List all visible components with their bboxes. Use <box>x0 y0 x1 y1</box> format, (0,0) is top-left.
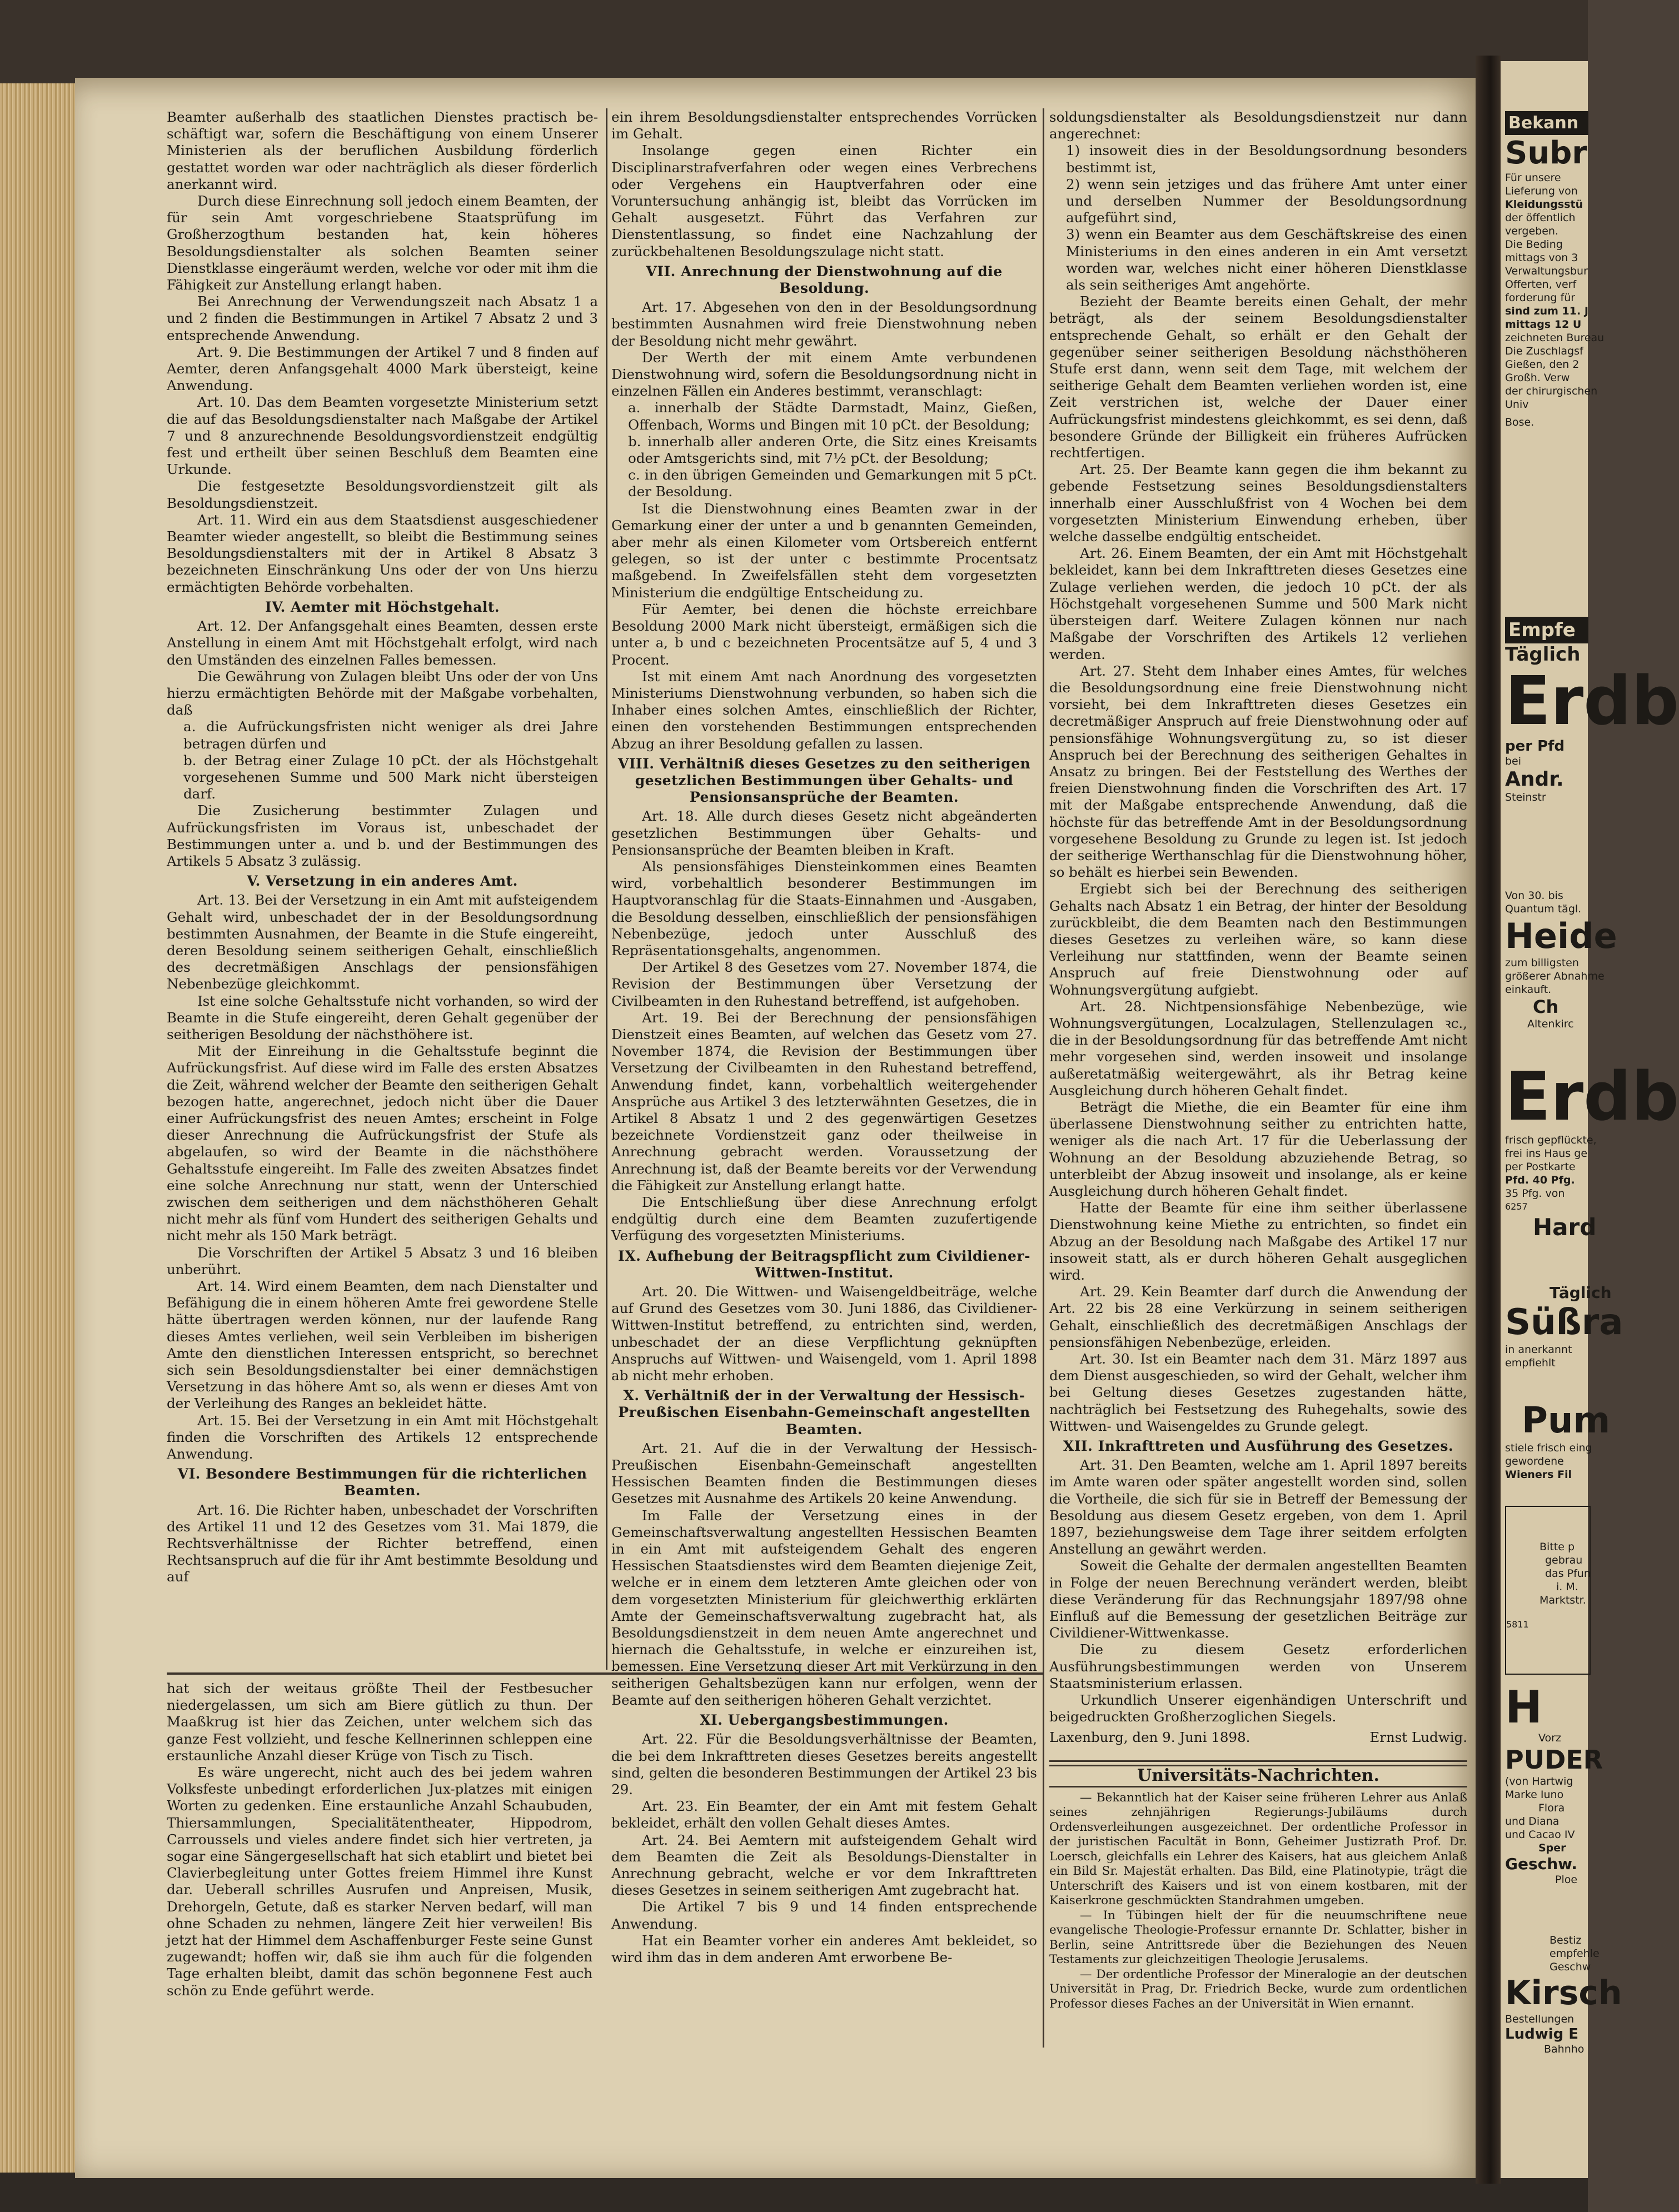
advert-line: Ploe <box>1555 1874 1578 1886</box>
paragraph: Art. 14. Wird einem Beamten, dem nach Dienstalter und Befähigung die in einem höheren Amte frei gewordene Stelle hätte übertragen werden können, nur der laufende Rang dieses Amtes verliehen, weil sein Verbleiben im bisherigen Amte den dienstlichen Interessen entspricht, so berechnet sich sein Besoldungsdienstalter bei einer demnächstigen Versetzung in das höhere Amt so, als wenn er dieses Amt von der Verleihung des Ranges an bekleidet hätte. <box>167 1278 598 1412</box>
paragraph: Im Falle der Versetzung eines in der Gemeinschaftsverwaltung angestellten Hessischen Beamten in ein Amt mit aufsteigendem Gehalt des engeren Hessischen Staatsdienstes wird dem Beamten diejenige Zeit, welche er in einem dem letzteren Amte gleichen oder von dem vorgesetzten Ministerium für gleichwerthig erklärten Amte der Gemeinschaftsverwaltung zugebracht hat, als Besoldungsdienstzeit in dem neuen Amte angerechnet und hiernach die Gehaltsstufe, in welche er einzureihen ist, bemessen. Eine Versetzung dieser Art mit Verkürzung in den seitherigen Gehaltsbezügen kann nur erfolgen, wenn der Beamte auf den seitherigen höheren Gehalt verzichtet. <box>611 1507 1037 1708</box>
advert-line: Gießen, den 2 <box>1505 358 1580 371</box>
paragraph: Durch diese Einrechnung soll jedoch einem Beamten, der für sein Amt vorgeschriebene Staatsprüfung im Großherzogthum bestanden hat, kein höheres Besoldungsdienstalter als solchen Beamten seiner Dienstklasse eingeräumt werden, welche vor oder mit ihm die Fähigkeit zur Anstellung erlangt haben. <box>167 193 598 293</box>
news-item: — In Tübingen hielt der für die neuumschriftene neue evangelische Theologie-Professur ernannte Dr. Schlatter, bisher in Berlin, seine Antrittsrede über die Beziehungen des Neuen Testaments zur gleichzeitigen Theologie Jerusalems. <box>1049 1908 1467 1966</box>
advert-line: Univ <box>1505 398 1529 411</box>
advert-line: mittags 12 U <box>1505 318 1582 331</box>
advert-line: größerer Abnahme <box>1505 970 1605 982</box>
paragraph: Art. 18. Alle durch dieses Gesetz nicht abgeänderten gesetzlichen Bestimmungen über Gehalts- und Pensionsansprüche der Beamten bleiben in Kraft. <box>611 808 1037 858</box>
advert-line: (von Hartwig <box>1505 1775 1573 1787</box>
list-item: 2) wenn sein jetziges und das frühere Amt unter einer und derselben Nummer der Besoldungsordnung aufgeführt sind, <box>1066 176 1467 226</box>
advert-line: empfiehlt <box>1505 1357 1556 1369</box>
advert-boxed <box>1505 1506 1591 1675</box>
advert-heading: Vorz <box>1538 1732 1561 1744</box>
paragraph: Hatte der Beamte für eine ihm seither überlassene Dienstwohnung keine Miethe zu entrichten, so findet ein Abzug an der Besoldung nach Maßgabe des Artikel 17 nur insoweit statt, als er durch höheren Gehalt ausgeglichen wird. <box>1049 1200 1467 1284</box>
advert-line: Pfd. 40 Pfg. <box>1505 1174 1575 1186</box>
advert-line: Offerten, verf <box>1505 278 1577 291</box>
paragraph: Art. 25. Der Beamte kann gegen die ihm bekannt zu gebende Festsetzung seines Besoldungsdienstalters innerhalb einer Ausschlußfrist von 4 Wochen bei dem vorgesetzten Ministerium Einwendung erheben, über welche dasselbe endgültig entscheidet. <box>1049 461 1467 545</box>
news-item: — Bekanntlich hat der Kaiser seine früheren Lehrer aus Anlaß seines zehnjährigen Regierungs-Jubiläums durch Ordensverleihungen ausgezeichnet. Der ordentliche Professor in der juristischen Facultät in Bonn, Geheimer Justizrath Prof. Dr. Loersch, gleichfalls ein Lehrer des Kaisers, hat aus gleichem Anlaß ein Bild Sr. Majestät erhalten. Das Bild, eine Platinotypie, trägt die Unterschrift des Kaisers und ist von einem kostbaren, mit der Kaiserkrone geschmückten Standrahmen umgeben. <box>1049 1790 1467 1908</box>
advert-title: Pum <box>1522 1400 1611 1441</box>
paragraph: Für Aemter, bei denen die höchste erreichbare Besoldung 2000 Mark nicht übersteigt, ermäßigen sich die unter a, b und c bezeichneten Procentsätze auf 5, 4 und 3 Procent. <box>611 601 1037 668</box>
list-item: a. die Aufrückungsfristen nicht weniger als drei Jahre betragen dürfen und <box>183 718 598 752</box>
paragraph: Art. 11. Wird ein aus dem Staatsdienst ausgeschiedener Beamter wieder angestellt, so bleibt die Bestimmung seines Besoldungsdienstalters mit der in Artikel 8 Absatz 3 bezeichneten Einschränkung Uns oder der von Uns hierzu ermächtigten Behörde vorbehalten. <box>167 511 598 595</box>
advert-sweets <box>1505 1284 1623 1370</box>
advert-powder <box>1505 1681 1603 1886</box>
paragraph: Art. 30. Ist ein Beamter nach dem 31. März 1897 aus dem Dienst ausgeschieden, so wird der Gehalt, welcher ihm bei Geltung dieses Gesetzes zugestanden hätte, nachträglich bei Festsetzung des Ruhegehalts, sowie des Wittwen- und Waisengeldes zu Grunde gelegt. <box>1049 1351 1467 1434</box>
paragraph: Art. 16. Die Richter haben, unbeschadet der Vorschriften des Artikel 11 und 12 des Gesetzes vom 31. Mai 1879, die Rechtsverhältnisse der Richter betreffend, einen Rechtsanspruch auf die für ihr Amt bestimmte Besoldung und auf <box>167 1501 598 1585</box>
advert-line: und Cacao IV <box>1505 1829 1575 1841</box>
paragraph: Bei Anrechnung der Verwendungszeit nach Absatz 1 a und 2 finden die Bestimmungen in Artikel 7 Absatz 2 und 3 entsprechende Anwendung. <box>167 293 598 343</box>
middle-column <box>611 109 1037 2043</box>
advert-line: in anerkannt <box>1505 1344 1572 1356</box>
advert-line: Von 30. bis <box>1505 890 1563 902</box>
paragraph: Art. 21. Auf die in der Verwaltung der Hessisch-Preußischen Eisenbahn-Gemeinschaft angestellten Hessischen Beamten finden die Bestimmungen dieses Gesetzes mit Ausnahme des Artikels 20 keine Anwendung. <box>611 1440 1037 1507</box>
book-spine-dark <box>0 0 1588 83</box>
university-news <box>1049 1765 1467 2043</box>
advert-line: per Pfd <box>1505 738 1565 755</box>
news-item: — Der ordentliche Professor der Mineralogie an der deutschen Universität in Prag, Dr. Friedrich Becke, wurde zum ordentlichen Professor dieses Faches an der Universität in Wien ernannt. <box>1049 1967 1467 2011</box>
paragraph: Art. 26. Einem Beamten, der ein Amt mit Höchstgehalt bekleidet, kann bei dem Inkrafttreten dieses Gesetzes eine Zulage verliehen werden, die jedoch 10 pCt. der als Höchstgehalt vorgesehenen Summe und 500 Mark nicht übersteigen darf. Weitere Zulagen können nur nach Maßgabe der Vorschriften des Artikels 12 verliehen werden. <box>1049 545 1467 662</box>
paragraph: Es wäre ungerecht, nicht auch des bei jedem wahren Volksfeste unbedingt erforderlichen Jux-platzes mit einigen Worten zu gedenken. Eine erstaunliche Anzahl Schaubuden, Thiersammlungen, Specialitätentheater, Hippodrom, Carroussels und vieles andere findet sich hier vertreten, ja sogar eine Sängergesellschaft hat sich etablirt und bietet bei Clavierbegleitung unter Gottes freiem Himmel ihre Kunst dar. Ueberall schrilles Ausrufen und Anpreisen, Musik, Drehorgeln, Getute, daß es starker Nerven bedarf, will man ohne Schaden zu nehmen, längere Zeit hier verweilen! Bis jetzt hat der Himmel dem Aschaffenburger Feste seine Gunst zugewandt; hoffen wir, daß sie ihm auch für die folgenden Tage erhalten bleibt, damit das schön begonnene Fest auch schön zu Ende geführt werde. <box>167 1764 592 1999</box>
paragraph: Art. 28. Nichtpensionsfähige Nebenbezüge, wie Wohnungsvergütungen, Localzulagen, Stellenzulagen ꝛc., die in der Besoldungsordnung für das betreffende Amt nicht mehr vorgesehen sind, werden insoweit und insolange außeretatmäßig weitergewährt, als ihr Betrag keine Ausgleichung durch höheren Gehalt findet. <box>1049 998 1467 1098</box>
advert-line: Geschw <box>1550 1961 1591 1973</box>
advert-line: Altenkirc <box>1527 1018 1574 1030</box>
advert-title: Erdb <box>1505 1058 1679 1136</box>
paragraph: Art. 27. Steht dem Inhaber eines Amtes, für welches die Besoldungsordnung eine freie Dienstwohnung nicht vorsieht, bei dem Inkrafttreten dieses Gesetzes ein decretmäßiger Anspruch auf freie Dienstwohnung oder auf pensionsfähige Wohnungsvergütung zu, so ist dieser Anspruch bei der Berechnung des seitherigen Gehaltes in Ansatz zu bringen. Bei der Feststellung des Werthes der freien Dienstwohnung finden die Vorschriften des Art. 17 mit der Maßgabe entsprechende Anwendung, daß die höchste für das betreffende Amt in der Besoldungsordnung vorgesehene Besoldung zu Grunde zu legen ist. Ist jedoch der seitherige Werthanschlag für die Dienstwohnung höher, so behält es hierbei sein Bewenden. <box>1049 662 1467 881</box>
advert-cherries <box>1505 1934 1622 2056</box>
paragraph: Art. 10. Das dem Beamten vorgesetzte Ministerium setzt die auf das Besoldungsdienstalter nach Maßgabe der Artikel 7 und 8 anzurechnende Besoldungsvordienstzeit endgültig fest und ertheilt über seinen Beschluß dem Beamten eine Urkunde. <box>167 394 598 478</box>
advert-strawberries <box>1505 617 1679 804</box>
advert-title: Erdb <box>1505 663 1679 740</box>
advert-line: das Pfun <box>1545 1567 1591 1580</box>
advert-number: 5811 <box>1506 1619 1529 1630</box>
paragraph: Soweit die Gehalte der dermalen angestellten Beamten in Folge der neuen Berechnung verändert werden, bleibt diese Veränderung für das Rechnungsjahr 1897/98 ohne Einfluß auf die Bemessung der gesetzlichen Beiträge zur Civildiener-Wittwenkasse. <box>1049 1557 1467 1641</box>
paragraph: Die zu diesem Gesetz erforderlichen Ausführungsbestimmungen werden von Unserem Staatsministerium erlassen. <box>1049 1641 1467 1691</box>
advert-line: Die Beding <box>1505 238 1563 251</box>
paragraph: soldungsdienstalter als Besoldungsdienstzeit nur dann angerechnet: <box>1049 109 1467 142</box>
advert-line: Kleidungsstü <box>1505 198 1583 211</box>
section-heading-viii: VIII. Verhältniß dieses Gesetzes zu den seitherigen gesetzlichen Bestimmungen über Gehalts- und Pensionsansprüche der Beamten. <box>617 755 1031 806</box>
paragraph: Ergiebt sich bei der Berechnung des seitherigen Gehalts nach Absatz 1 ein Betrag, der hinter der Besoldung zurückbleibt, die dem Beamten nach den Bestimmungen dieses Gesetzes zu verleihen wäre, so kann diese Verleihung nur stattfinden, wenn der Beamte seinen Anspruch auf freie Dienstwohnung oder auf Wohnungsvergütung aufgiebt. <box>1049 881 1467 998</box>
advert-line: der chirurgischen <box>1505 385 1598 397</box>
paragraph: Art. 17. Abgesehen von den in der Besoldungsordnung bestimmten Ausnahmen wird freie Dienstwohnung neben der Besoldung nicht mehr gewährt. <box>611 299 1037 349</box>
advert-line: und Diana <box>1505 1815 1560 1827</box>
paragraph: Art. 22. Für die Besoldungsverhältnisse der Beamten, die bei dem Inkrafttreten dieses Gesetzes bereits angestellt sind, gelten die besonderen Bestimmungen der Artikel 23 bis 29. <box>611 1731 1037 1797</box>
advert-line: stiele frisch eing <box>1505 1442 1592 1454</box>
advert-line: Quantum tägl. <box>1505 903 1582 915</box>
paragraph: Der Artikel 8 des Gesetzes vom 27. November 1874, die Revision der Bestimmungen über Versetzung der Civilbeamten in den Ruhestand betreffend, ist aufgehoben. <box>611 959 1037 1009</box>
column-rule-2 <box>1043 108 1044 2048</box>
advert-line: gebrau <box>1545 1554 1583 1566</box>
column-rule-1 <box>606 108 607 1670</box>
section-heading-v: V. Versetzung in ein anderes Amt. <box>247 873 518 890</box>
paragraph: Art. 29. Kein Beamter darf durch die Anwendung der Art. 22 bis 28 eine Verkürzung in seinem seitherigen Gehalt, einschließlich des decretmäßigen Anschlags der pensionsfähigen Nebenbezüge, erleiden. <box>1049 1284 1467 1350</box>
advert-line: der öffentlich <box>1505 212 1576 224</box>
signature-line <box>1049 1729 1467 1746</box>
advert-title: Heide <box>1505 916 1617 956</box>
list-item: b. innerhalb aller anderen Orte, die Sitz eines Kreisamts oder Amtsgerichts sind, mit 7½ pCt. der Besoldung; <box>628 433 1037 467</box>
advert-number: 6257 <box>1505 1201 1528 1212</box>
paragraph: Art. 15. Bei der Versetzung in ein Amt mit Höchstgehalt finden die Vorschriften des Artikels 12 entsprechende Anwendung. <box>167 1412 598 1462</box>
paragraph: Art. 23. Ein Beamter, der ein Amt mit festem Gehalt bekleidet, erhält den vollen Gehalt dieses Amtes. <box>611 1798 1037 1831</box>
section-heading-x: X. Verhältniß der in der Verwaltung der Hessisch-Preußischen Eisenbahn-Gemeinschaft angestellten Beamten. <box>618 1387 1030 1437</box>
paragraph: Art. 19. Bei der Berechnung der pensionsfähigen Dienstzeit eines Beamten, auf welchen das Gesetz vom 27. November 1874, die Revision der Bestimmungen über Versetzung der Civilbeamten in den Ruhestand betreffend, Anwendung findet, kann, vorbehaltlich weitergehender Ansprüche aus Artikel 3 des letzterwähnten Gesetzes, die in Artikel 8 Absatz 1 und 2 des gegenwärtigen Gesetzes bezeichnete Vordienstzeit ganz oder theilweise in Anrechnung gebracht werden. Voraussetzung der Anrechnung ist, daß der Beamte bereits vor der Verwendung die Fähigkeit zur Anstellung erlangt hatte. <box>611 1009 1037 1194</box>
paragraph: Insolange gegen einen Richter ein Disciplinarstrafverfahren oder wegen eines Verbrechens oder Vergehens ein Hauptverfahren oder eine Voruntersuchung anhängig ist, bleibt das Vorrücken im Gehalt ausgesetzt. Führt das Verfahren zur Dienstentlassung, so findet eine Nachzahlung der zurückbehaltenen Besoldungszulage nicht statt. <box>611 142 1037 259</box>
advert-title: Subr <box>1505 135 1587 171</box>
section-heading-vii: VII. Anrechnung der Dienstwohnung auf die Besoldung. <box>646 263 1003 297</box>
paragraph: ein ihrem Besoldungsdienstalter entsprechendes Vorrücken im Gehalt. <box>611 109 1037 142</box>
advert-title: Süßra <box>1505 1302 1623 1343</box>
paragraph: Art. 12. Der Anfangsgehalt eines Beamten, dessen erste Anstellung in einem Amt mit Höchstgehalt erfolgt, wird nach den Umständen des einzelnen Falles bemessen. <box>167 618 598 668</box>
paragraph: Die Artikel 7 bis 9 und 14 finden entsprechende Anwendung. <box>611 1899 1037 1932</box>
advert-line: Marktstr. <box>1540 1594 1586 1606</box>
paragraph: Der Werth der mit einem Amte verbundenen Dienstwohnung wird, sofern die Besoldungsordnung nicht in einzelnen Fällen ein Anderes bestimmt, veranschlagt: <box>611 349 1037 400</box>
paragraph: Hat ein Beamter vorher ein anderes Amt bekleidet, so wird ihm das in dem anderen Amt erworbene Be- <box>611 1932 1037 1965</box>
advert-line: Geschw. <box>1505 1855 1577 1873</box>
section-heading-iv: IV. Aemter mit Höchstgehalt. <box>265 598 500 615</box>
advert-heading: Täglich <box>1550 1284 1612 1302</box>
paragraph: Art. 13. Bei der Versetzung in ein Amt mit aufsteigendem Gehalt wird, unbeschadet der in der Besoldungsordnung bestimmten Ausnahmen, der Beamte in die Stufe eingereiht, deren Besoldung seinem seitherigen Gehalt, einschließlich des decretmäßigen Anschlags der pensionsfähigen Nebenbezüge gleichkommt. <box>167 892 598 992</box>
list-item: c. in den übrigen Gemeinden und Gemarkungen mit 5 pCt. der Besoldung. <box>628 467 1037 500</box>
paragraph: Urkundlich Unserer eigenhändigen Unterschrift und beigedruckten Großherzoglichen Siegels. <box>1049 1692 1467 1725</box>
advert-line: zum billigsten <box>1505 957 1579 969</box>
advert-line: gewordene <box>1505 1455 1564 1467</box>
paragraph: hat sich der weitaus größte Theil der Festbesucher niedergelassen, um sich am Biere gütlich zu thun. Der Maaßkrug ist hier das Zeichen, unter welchem sich das ganze Fest vollzieht, und fesche Kellnerinnen schleppen eine erstaunliche Anzahl dieser Krüge von Tisch zu Tisch. <box>167 1680 592 1764</box>
advert-line: Die Zuschlagsf <box>1505 345 1583 357</box>
book-bottom-edge <box>0 2173 1588 2212</box>
paragraph: Ist die Dienstwohnung eines Beamten zwar in der Gemarkung einer der unter a und b genannten Gemeinden, aber mehr als einen Kilometer vom Ortsbereich entfernt gelegen, so ist der unter c bestimmte Procentsatz maßgebend. In Zweifelsfällen steht dem vorgesetzten Ministerium die endgültige Entscheidung zu. <box>611 500 1037 601</box>
paragraph: Mit der Einreihung in die Gehaltsstufe beginnt die Aufrückungsfrist. Auf diese wird im Falle des ersten Absatzes die Zeit, während welcher der Beamte den seitherigen Gehalt bezogen hatte, angerechnet, jedoch nicht über die Dauer einer Aufrückungsfrist des neuen Amtes; erscheint in Folge dieser Anrechnung die Aufrückungsfrist der Stufe als abgelaufen, so wird der Beamte in die nächsthöhere Gehaltsstufe eingereiht. Im Falle des zweiten Absatzes findet eine solche Anrechnung nur statt, wenn der Unterschied zwischen dem seitherigen und dem nächsthöheren Gehalt nicht mehr als fünf vom Hundert des seitherigen Gehalts und nicht mehr als 150 Mark beträgt. <box>167 1043 598 1244</box>
list-item: a. innerhalb der Städte Darmstadt, Mainz, Gießen, Offenbach, Worms und Bingen mit 10 pCt. der Besoldung; <box>628 400 1037 433</box>
right-column <box>1049 109 1467 1754</box>
advert-heading: Bekann <box>1505 111 1588 135</box>
advert-line: Steinstr <box>1505 791 1546 803</box>
paragraph: Beträgt die Miethe, die ein Beamter für eine ihm überlassene Dienstwohnung seither zu entrichten hatte, weniger als die nach Art. 17 für die Ueberlassung der Wohnung an der Besoldung abzuziehende Betrag, so unterbleibt der Abzug insoweit und insolange, als er keine Ausgleichung durch höheren Gehalt findet. <box>1049 1098 1467 1199</box>
advert-line: empfehle <box>1550 1948 1600 1960</box>
lower-left-article <box>167 1680 592 2036</box>
advert-line: Täglich <box>1505 643 1581 666</box>
paragraph: Art. 20. Die Wittwen- und Waisengeldbeiträge, welche auf Grund des Gesetzes vom 30. Juni 1886, das Civildiener-Wittwen-Institut betreffend, zu entrichten sind, werden, unbeschadet der an diese Verpflichtung geknüpften Anspruchs auf Wittwen- und Waisengeld, vom 1. April 1898 ab nicht mehr erhoben. <box>611 1284 1037 1384</box>
advert-line: Großh. Verw <box>1505 372 1570 384</box>
advert-line: Für unsere <box>1505 172 1561 184</box>
book-gutter <box>1476 56 1501 2184</box>
paragraph: Die Entschließung über diese Anrechnung erfolgt endgültig durch eine dem Beamten zuzufertigende Verfügung des vorgesetzten Ministeriums. <box>611 1194 1037 1244</box>
paragraph: Art. 9. Die Bestimmungen der Artikel 7 und 8 finden auf Aemter, deren Anfangsgehalt 4000 Mark übersteigt, keine Anwendung. <box>167 343 598 394</box>
advert-line: Hard <box>1533 1214 1597 1241</box>
advert-line: Verwaltungsbur <box>1505 265 1588 277</box>
section-heading-vi: VI. Besondere Bestimmungen für die richterlichen Beamten. <box>177 1466 587 1499</box>
advert-line: vergeben. <box>1505 225 1558 237</box>
advert-line: sind zum 11. J <box>1505 305 1588 317</box>
paragraph: Beamter außerhalb des staatlichen Dienstes practisch be-schäftigt war, sofern die Beschäftigung von einem Unserer Ministerien als der beruflichen Ausbildung förderlich gestattet worden war oder nachträglich als dieser förderlich anerkannt wird. <box>167 109 598 192</box>
univ-rule <box>1049 1760 1467 1762</box>
section-heading-xii: XII. Inkrafttreten und Ausführung des Gesetzes. <box>1063 1438 1454 1455</box>
advert-line: Flora <box>1538 1802 1565 1814</box>
advert-line: i. M. <box>1556 1581 1578 1593</box>
advert-line: Bestellungen <box>1505 2013 1575 2025</box>
advert-line: forderung für <box>1505 292 1576 304</box>
university-news-title: Universitäts-Nachrichten. <box>1049 1765 1467 1787</box>
book-page-edges <box>0 83 77 2173</box>
left-column <box>167 109 598 1670</box>
advert-heading: Empfe <box>1505 617 1588 643</box>
advert-line: Wieners Fil <box>1505 1469 1572 1481</box>
paragraph: Die Zusicherung bestimmter Zulagen und Aufrückungsfristen im Voraus ist, unbeschadet der Bestimmungen unter a. und b. und der Bestimmungen des Artikels 5 Absatz 3 zulässig. <box>167 802 598 869</box>
advert-line: Ludwig E <box>1505 2026 1579 2043</box>
advert-heather <box>1505 889 1617 1031</box>
right-page-fragment <box>1501 61 1679 2178</box>
list-item: b. der Betrag einer Zulage 10 pCt. der als Höchstgehalt vorgesehenen Summe und 500 Mark nicht übersteigen darf. <box>183 752 598 802</box>
list-item: 1) insoweit dies in der Besoldungsordnung besonders bestimmt ist, <box>1066 142 1467 176</box>
advert-line: Bitte p <box>1540 1541 1575 1553</box>
advert-line: einkauft. <box>1505 983 1552 996</box>
advert-line: Marke Iuno <box>1505 1789 1564 1801</box>
paragraph: Die Vorschriften der Artikel 5 Absatz 3 und 16 bleiben unberührt. <box>167 1244 598 1277</box>
paragraph: Ist mit einem Amt nach Anordnung des vorgesetzten Ministeriums Dienstwohnung verbunden, so haben sich die Inhaber eines solchen Amtes, einschließlich der Richter, einen den vorstehenden Bestimmungen entsprechenden Abzug an ihrer Besoldung gefallen zu lassen. <box>611 668 1037 752</box>
advert-line: Bestiz <box>1550 1934 1582 1946</box>
paragraph: Die Gewährung von Zulagen bleibt Uns oder der von Uns hierzu ermächtigten Behörde mit der Maßgabe vorbehalten, daß <box>167 668 598 718</box>
list-item: 3) wenn ein Beamter aus dem Geschäftskreise des einen Ministeriums in den eines anderen in ein Amt versetzt worden war, welches nicht einer höheren Dienstklasse als sein seitheriges Amt angehörte. <box>1066 226 1467 293</box>
paragraph: Die festgesetzte Besoldungsvordienstzeit gilt als Besoldungsdienstzeit. <box>167 478 598 511</box>
advert-title: Kirsch <box>1505 1974 1622 2013</box>
advert-line: per Postkarte <box>1505 1161 1576 1173</box>
advert-line: zeichneten Bureau <box>1505 332 1605 344</box>
advert-pump <box>1505 1400 1611 1481</box>
advert-line: Bose. <box>1505 416 1534 428</box>
paragraph: Bezieht der Beamte bereits einen Gehalt, der mehr beträgt, als der seinem Besoldungsdienstalter entsprechende Gehalt, so erhält er den Gehalt der gegenüber seiner seitherigen Besoldung nächsthöheren Stufe erst dann, wenn seit dem Tage, mit welchem der seitherige Gehalt dem Beamten verliehen worden ist, eine Zeit verstrichen ist, welche der Dauer einer Aufrückungsfrist mindestens gleichkommt, es sei denn, daß besondere Gründe der Billigkeit ein früheres Aufrücken rechtfertigen. <box>1049 293 1467 461</box>
paragraph: Ist eine solche Gehaltsstufe nicht vorhanden, so wird der Beamte in die Stufe eingereiht, deren Gehalt gegenüber der seitherigen Besoldung der nächsthöhere ist. <box>167 992 598 1042</box>
advert-strawberries-2 <box>1505 1058 1679 1241</box>
advert-line: frei ins Haus ge <box>1505 1147 1588 1160</box>
advert-line: frisch gepflückte, <box>1505 1134 1597 1146</box>
advert-line: Lieferung von <box>1505 185 1578 197</box>
paragraph: Art. 31. Den Beamten, welche am 1. April 1897 bereits im Amte waren oder später angestellt worden sind, sollen die Vortheile, die sich für sie in Betreff der Bemessung der Besoldung aus diesem Gesetz ergeben, von dem 1. April 1897, beziehungsweise dem Tage ihrer seitdem erfolgten Anstellung an gewährt werden. <box>1049 1457 1467 1557</box>
advert-line: PUDER <box>1505 1745 1603 1775</box>
advert-line: 35 Pfg. von <box>1505 1187 1565 1200</box>
advert-title: H <box>1505 1681 1542 1733</box>
advert-line: Bahnho <box>1544 2043 1585 2055</box>
paragraph: Als pensionsfähiges Diensteinkommen eines Beamten wird, vorbehaltlich besonderer Bestimmungen im Hauptvoranschlag für die Staats-Einnahmen und -Ausgaben, die Besoldung desselben, einschließlich der pensionsfähigen Nebenbezüge, jedoch unter Ausschluß des Repräsentationsgehalts, angenommen. <box>611 858 1037 958</box>
advert-line: Ch <box>1533 996 1559 1017</box>
signature-place-date: Laxenburg, den 9. Juni 1898. <box>1049 1729 1250 1745</box>
advert-line: Andr. <box>1505 768 1564 791</box>
section-heading-xi: XI. Uebergangsbestimmungen. <box>700 1712 949 1729</box>
section-heading-ix: IX. Aufhebung der Beitragspflicht zum Civildiener-Wittwen-Institut. <box>617 1247 1031 1281</box>
paragraph: Art. 24. Bei Aemtern mit aufsteigendem Gehalt wird dem Beamten die Zeit als Besoldungs-Dienstalter in Anrechnung gebracht, welche er vor dem Inkrafttreten dieses Gesetzes in seinem seitherigen Amt zugebracht hat. <box>611 1831 1037 1899</box>
advert-line: Sper <box>1538 1842 1566 1854</box>
advert-submission <box>1505 111 1605 429</box>
signature-name: Ernst Ludwig. <box>1369 1729 1467 1745</box>
advert-line: bei <box>1505 755 1522 767</box>
advert-line: mittags von 3 <box>1505 252 1578 264</box>
